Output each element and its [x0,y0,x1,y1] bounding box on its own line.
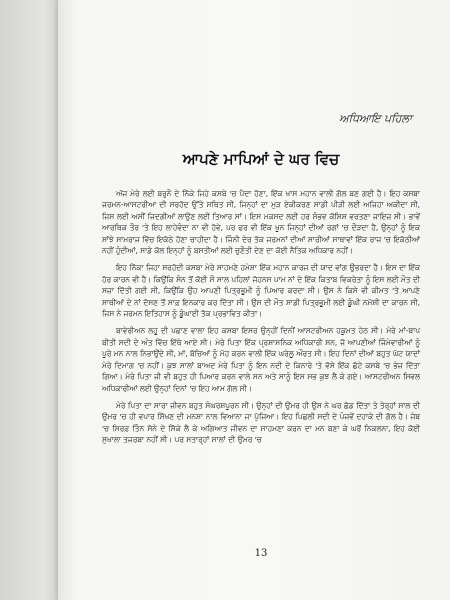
paragraph: ਮੇਰੇ ਪਿਤਾ ਦਾ ਸਾਰਾ ਜੀਵਨ ਬਹੁਤ ਸੰਘਰਸ਼ਪੂਰਨ ਸੀ। ਉਨ੍ਹਾਂ ਦੀ ਉਮਰ ਹੀ ਉਸ ਨੇ ਘਰ ਛੱਡ ਦਿੱਤਾ ਤੇ ਤੇਰ੍ਹਾਂ ਸਾਲ ਦੀ ਉਮਰ 'ਚ ਹੀ ਵਪਾਰ ਸਿੱਖਣ ਦੀ ਮਨਸ਼ਾ ਨਾਲ ਵਿਆਨਾ ਜਾ ਪੁੱਜਿਆ। ਇਹ ਪਿਛਲੀ ਸਦੀ ਦੇ ਪੰਜਵੇਂ ਦਹਾਕੇ ਦੀ ਗੱਲ ਹੈ। ਜੇਬ 'ਚ ਸਿਰਫ਼ ਤਿੰਨ ਸੋਨੇ ਦੇ ਸਿੱਕੇ ਲੈ ਕੇ ਅਗਿਆਤ ਜੀਵਨ ਦਾ ਸਾਹਮਣਾ ਕਰਨ ਦਾ ਮਨ ਬਣਾ ਕੇ ਘਰੋਂ ਨਿਕਲਨਾ, ਇਹ ਕੋਈ ਸੁਖਾਲਾ ਤਜਰਬਾ ਨਹੀਂ ਸੀ। ਪਰ ਸਤਾਰ੍ਹਾਂ ਸਾਲਾਂ ਦੀ ਉਮਰ 'ਚ [102,400,420,445]
paragraph: ਅੱਜ ਮੇਰੇ ਲਈ ਬਰੁਨੌ ਦੇ ਨਿੱਕੇ ਜਿਹੇ ਕਸਬੇ 'ਚ ਪੈਦਾ ਹੋਣਾ, ਇੱਕ ਖਾਸ ਮਹਾਨ ਵਾਲੀ ਗੱਲ ਬਣ ਗਈ ਹੈ। ਇਹ ਕਸਬਾ ਜਰਮਨ-ਆਸਟਰੀਆ ਦੀ ਸਰਹੱਦ ਉੱਤੇ ਸਥਿਤ ਸੀ, ਜਿਨ੍ਹਾਂ ਦਾ ਮੁੜ ਏਕੀਕਰਣ ਸਾਡੀ ਪੀੜੀ ਲਈ ਅਜਿਹਾ ਅਕੀਦਾ ਸੀ, ਜਿਸ ਲਈ ਅਸੀਂ ਜਿਦਗੀਆਂ ਲਾਉਣ ਲਈ ਤਿਆਰ ਸਾਂ। ਇਸ ਮਕਸਦ ਲਈ ਹਰ ਸੰਭਵ ਕੋਸ਼ਿਸ਼ ਵਰਤਣਾ ਜਾਇਜ਼ ਸੀ। ਭਾਵੇਂ ਆਰਥਿਕ ਤੌਰ 'ਤੇ ਇਹ ਲਾਹੇਵੰਦਾ ਨਾ ਵੀ ਹੋਵੇ, ਪਰ ਫਰ ਵੀ ਇੱਕ ਖੂਨ ਜਿਨ੍ਹਾਂ ਦੀਆਂ ਰਗਾਂ 'ਚ ਦੌੜਦਾ ਹੈ, ਉਨ੍ਹਾਂ ਨੂੰ ਇਕ ਸਾਂਝੇ ਸਾਮਰਾਜ ਵਿੱਚ ਇਕੱਠੇ ਹੋਣਾ ਚਾਹੀਦਾ ਹੈ। ਜਿੰਨੀ ਦੇਰ ਤੱਕ ਜਰਮਨਾਂ ਦੀਆਂ ਸਾਰੀਆਂ ਸਾਥਾਵਾਂ ਇੱਕ ਰਾਜ 'ਚ ਇਕੱਠੀਆਂ ਨਹੀਂ ਹੁੰਦੀਆਂ, ਸਾਡੇ ਕੋਲ ਇਨ੍ਹਾਂ ਨੂੰ ਬਸਤੀਆਂ ਲਈ ਚੁਣੌਤੀ ਦੇਣ ਦਾ ਕੋਈ ਨੈਤਿਕ ਅਧਿਕਾਰ ਨਹੀਂ। [102,189,420,256]
chapter-title: ਆਪਣੇ ਮਾਪਿਆਂ ਦੇ ਘਰ ਵਿਚ [182,150,340,168]
page-number: 13 [254,548,268,559]
paragraph: ਇਹ ਨਿੱਕਾ ਜਿਹਾ ਸਰਹੱਦੀ ਕਸਬਾ ਮੇਰੇ ਸਾਹਮਣੇ ਹਮੇਸ਼ਾ ਇੱਕ ਮਹਾਨ ਕਾਰਜ ਦੀ ਯਾਦ ਵਾਂਗ ਉਭਰਦਾ ਹੈ। ਇਸ ਦਾ ਇੱਕ ਹੋਰ ਕਾਰਨ ਵੀ ਹੈ। ਕਿਉਂਕਿ ਸੰਨ ਤੋਂ ਕੋਈ ਸੌ ਸਾਲ ਪਹਿਲਾਂ ਜੋਹਨਸ ਪਾਮ ਨਾਂ ਦੇ ਇੱਕ ਕਿਤਾਬ ਵਿਕਰੇਤਾ ਨੂੰ ਇਸ ਲਈ ਮੌਤ ਦੀ ਸਜ਼ਾ ਦਿੱਤੀ ਗਈ ਸੀ, ਕਿਉਂਕਿ ਉਹ ਆਪਣੀ ਪਿਤ੍ਰਭੂਮੀ ਨੂੰ ਪਿਆਰ ਕਰਦਾ ਸੀ। ਉਸ ਨੇ ਕਿਸੇ ਵੀ ਕੀਮਤ 'ਤੇ ਆਪਣੇ ਸਾਥੀਆਂ ਦੇ ਨਾਂ ਦੱਸਣ ਤੋਂ ਸਾਫ਼ ਇਨਕਾਰ ਕਰ ਦਿੱਤਾ ਸੀ। ਉਸ ਦੀ ਮੌਤ ਸਾਡੀ ਪਿਤ੍ਰਭੂਮੀ ਲਈ ਡੂੰਘੀ ਨਮੋਸ਼ੀ ਦਾ ਕਾਰਨ ਸੀ, ਜਿਸ ਨੇ ਜਰਮਨ ਇਤਿਹਾਸ ਨੂੰ ਡੂੰਘਾਈ ਤੱਕ ਪ੍ਰਭਾਵਿਤ ਕੀਤਾ। [102,263,420,319]
paragraph: ਬਾਵੇਰੀਅਨ ਲਹੂ ਦੀ ਪਛਾਣ ਵਾਲਾ ਇਹ ਕਸਬਾ ਇਸਰ ਉਨ੍ਹੀਂ ਦਿਨੀਂ ਆਸਟਰੀਅਨ ਹਕੂਮਤ ਹੇਠ ਸੀ। ਮੇਰੇ ਮਾਂ-ਬਾਪ ਬੀਤੀ ਸਦੀ ਦੇ ਅੰਤ ਵਿੱਚ ਇੱਥੇ ਆਏ ਸੀ। ਮੇਰੇ ਪਿਤਾ ਇੱਕ ਪ੍ਰਸ਼ਾਸਨਿਕ ਅਧਿਕਾਰੀ ਸਨ, ਜੋ ਆਪਣੀਆਂ ਜਿੰਮੇਵਾਰੀਆਂ ਨੂੰ ਪੂਰੇ ਮਨ ਨਾਲ ਨਿਭਾਉਂਦੇ ਸੀ, ਮਾਂ, ਬੱਚਿਆਂ ਨੂੰ ਮੋਹ ਕਰਨ ਵਾਲੀ ਇੱਕ ਘਰੇਲੂ ਔਰਤ ਸੀ। ਇਹ ਦਿਨਾਂ ਦੀਆਂ ਬਹੁਤ ਘੱਟ ਯਾਦਾਂ ਮੇਰੇ ਦਿਮਾਗ 'ਚ ਨਹੀਂ। ਕੁਝ ਸਾਲਾਂ ਬਾਅਦ ਮੇਰੇ ਪਿਤਾ ਨੂੰ ਇਨ ਨਦੀ ਦੇ ਕਿਨਾਰੇ 'ਤੇ ਵੱਸੇ ਇੱਕ ਛੋਟੇ ਕਸਬੇ 'ਚ ਭੇਜ ਦਿੱਤਾ ਗਿਆ। ਮੇਰੇ ਪਿਤਾ ਜੀ ਵੀ ਬਹੁਤ ਹੀ ਪਿਆਰ ਕਰਨ ਵਾਲੇ ਸਨ ਅਤੇ ਸਾਨੂੰ ਇਸ ਸਭ ਕੁਝ ਲੈ ਕੇ ਗਏ। ਆਸਟਰੀਅਨ ਸਿਵਲ ਅਧਿਕਾਰੀਆਂ ਲਈ ਉਨ੍ਹਾਂ ਦਿਨਾਂ 'ਚ ਇਹ ਆਮ ਗੱਲ ਸੀ। [102,326,420,393]
page-text-block [102,0,420,600]
body-text [102,188,420,452]
left-page-edge [0,0,62,600]
chapter-label: ਅਧਿਆਇ ਪਹਿਲਾ [339,112,412,125]
